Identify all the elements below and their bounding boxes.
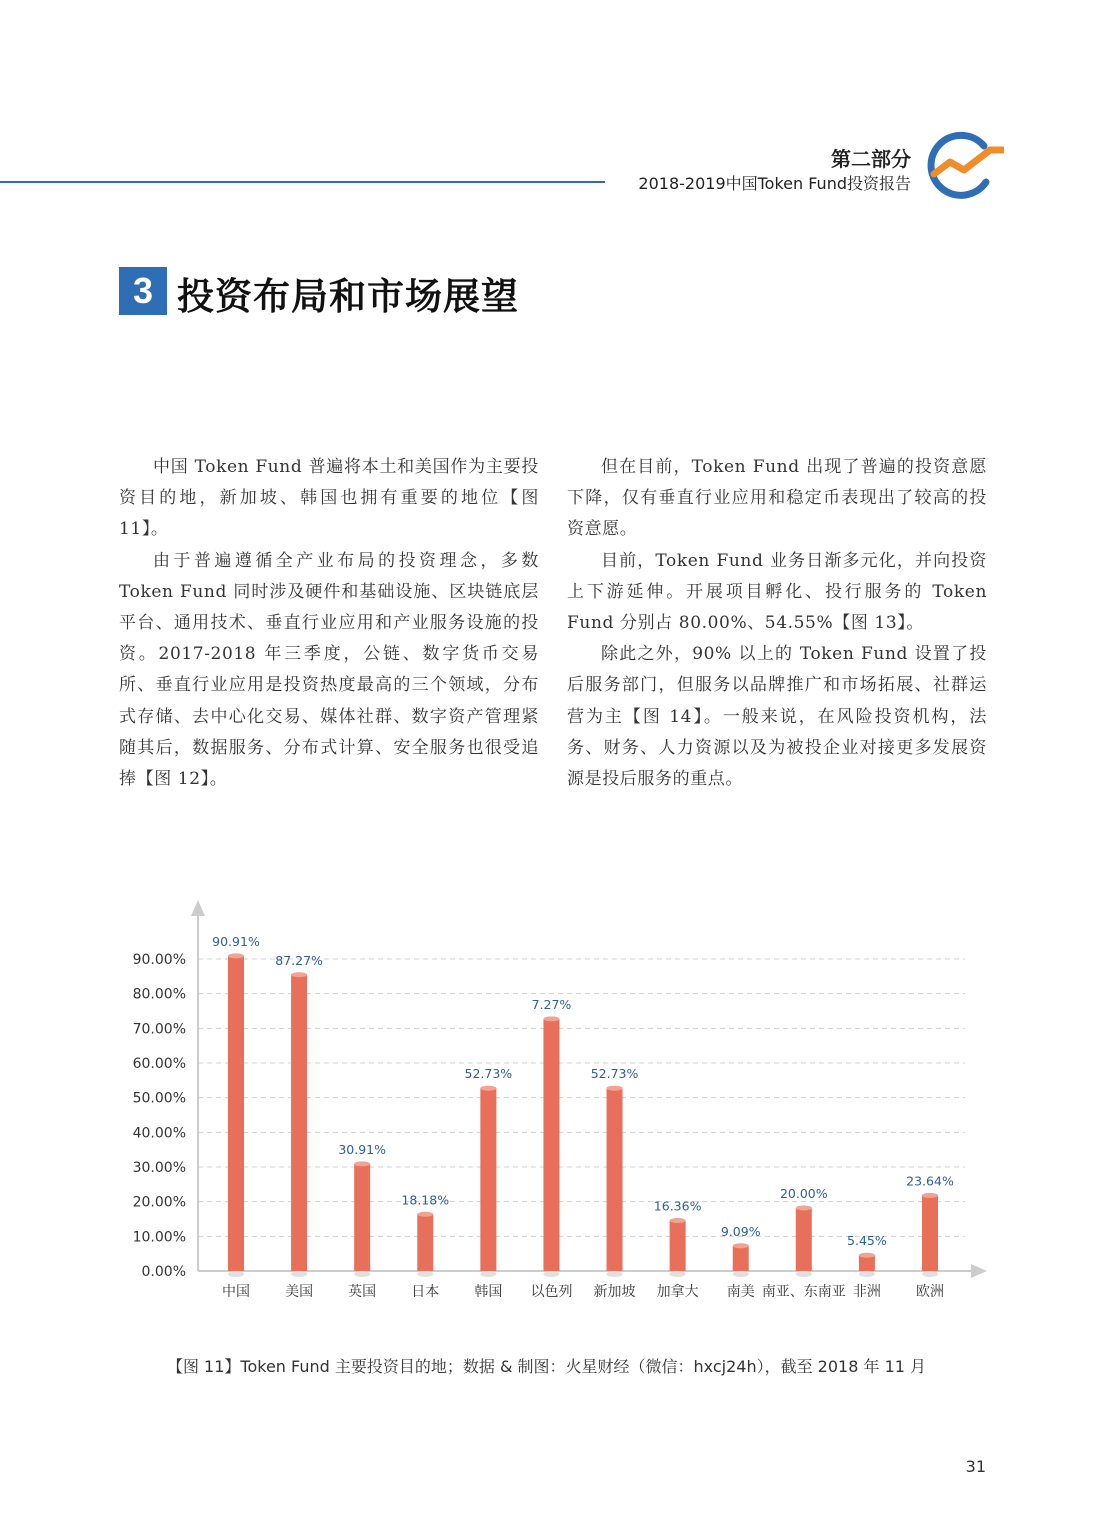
x-category-label: 新加坡	[593, 1284, 636, 1300]
bar-base	[291, 1271, 307, 1277]
bar-cap	[670, 1218, 686, 1223]
x-category-label: 日本	[411, 1284, 440, 1300]
x-category-label: 非洲	[852, 1284, 881, 1300]
bar	[796, 1208, 812, 1271]
bar-cap	[607, 1086, 623, 1091]
x-category-label: 韩国	[474, 1284, 503, 1300]
x-category-label: 美国	[285, 1284, 314, 1300]
bar	[417, 1214, 433, 1271]
x-category-label: 以色列	[530, 1284, 573, 1300]
y-tick-label: 30.00%	[132, 1160, 186, 1176]
investment-destination-bar-chart	[110, 890, 1000, 1310]
y-tick-label: 10.00%	[132, 1229, 186, 1246]
data-label: 52.73%	[590, 1066, 639, 1082]
bar	[354, 1164, 370, 1271]
bar-base	[228, 1271, 244, 1277]
bar-base	[670, 1271, 686, 1277]
bar-cap	[922, 1193, 938, 1198]
x-category-label: 欧洲	[916, 1284, 944, 1300]
body-right-column	[567, 452, 987, 795]
y-tick-label: 50.00%	[132, 1090, 186, 1107]
report-logo-icon	[924, 130, 1004, 200]
data-label: 16.36%	[653, 1198, 702, 1214]
bar-base	[417, 1271, 433, 1277]
bar	[607, 1088, 623, 1271]
body-left-column	[119, 452, 539, 795]
x-category-label: 南亚、东南亚	[761, 1284, 846, 1300]
bar-base	[922, 1271, 938, 1277]
x-category-label: 中国	[222, 1284, 250, 1300]
bar-cap	[354, 1161, 370, 1166]
x-category-label: 英国	[348, 1284, 377, 1300]
paragraph: 中国 Token Fund 普遍将本土和美国作为主要投资目的地，新加坡、韩国也拥有重要的地位【图 11】。	[119, 457, 539, 540]
paragraph: 目前，Token Fund 业务日渐多元化，并向投资上下游延伸。开展项目孵化、投行服务的 Token Fund 分别占 80.00%、54.55%【图 13】。	[567, 550, 987, 634]
bar	[228, 956, 244, 1271]
data-label: 7.27%	[531, 996, 572, 1012]
x-axis-arrow-icon	[971, 1264, 987, 1278]
y-tick-label: 90.00%	[132, 952, 186, 968]
bar-cap	[480, 1086, 496, 1091]
data-label: 52.73%	[464, 1066, 513, 1082]
bar-cap	[859, 1253, 875, 1258]
bar-cap	[417, 1212, 433, 1217]
data-label: 18.18%	[401, 1192, 450, 1208]
y-tick-label: 40.00%	[132, 1125, 186, 1142]
bar-cap	[543, 1016, 559, 1021]
data-label: 30.91%	[338, 1141, 387, 1157]
bar-cap	[796, 1205, 812, 1210]
header-report-title: 2018-2019中国Token Fund投资报告	[638, 174, 911, 193]
y-tick-label: 70.00%	[132, 1021, 186, 1038]
figure-caption: 【图 11】Token Fund 主要投资目的地；数据 & 制图：火星财经（微信：hxcj24h），截至 2018 年 11 月	[166, 1357, 927, 1376]
header-part: 第二部分	[831, 147, 911, 171]
bar-base	[607, 1271, 623, 1277]
paragraph: 但在目前，Token Fund 出现了普遍的投资意愿下降，仅有垂直行业应用和稳定币表现出了较高的投资意愿。	[567, 457, 987, 540]
bar-base	[354, 1271, 370, 1277]
bar-base	[480, 1271, 496, 1277]
y-axis-arrow-icon	[191, 900, 205, 916]
data-label: 90.91%	[212, 933, 260, 949]
y-tick-label: 60.00%	[132, 1056, 186, 1072]
bar	[922, 1195, 938, 1271]
y-tick-label: 20.00%	[132, 1194, 186, 1211]
data-label: 87.27%	[275, 952, 323, 968]
data-label: 9.09%	[720, 1223, 761, 1239]
bar-cap	[291, 972, 307, 977]
y-tick-label: 80.00%	[132, 986, 186, 1003]
x-category-label: 加拿大	[656, 1284, 699, 1300]
section-title: 投资布局和市场展望	[177, 275, 519, 318]
bar	[480, 1088, 496, 1271]
section-number: 3	[119, 267, 167, 315]
data-label: 23.64%	[906, 1173, 954, 1189]
bar	[733, 1246, 749, 1271]
x-category-label: 南美	[726, 1284, 755, 1300]
y-tick-label: 0.00%	[141, 1264, 186, 1280]
bar-cap	[733, 1243, 749, 1248]
data-label: 20.00%	[779, 1185, 828, 1201]
bar	[291, 975, 307, 1271]
bar	[543, 1019, 559, 1271]
page-number: 31	[965, 1457, 986, 1476]
paragraph: 除此之外，90% 以上的 Token Fund 设置了投后服务部门，但服务以品牌推广和市场拓展、社群运营为主【图 14】。一般来说，在风险投资机构，法务、财务、人力资源以及为被投企业对接更多发展资源是投后服务的重点。	[567, 644, 987, 790]
data-label: 5.45%	[847, 1233, 887, 1249]
bar-base	[733, 1271, 749, 1277]
bar	[670, 1221, 686, 1271]
bar-base	[796, 1271, 812, 1277]
bar-base	[859, 1271, 875, 1277]
bar-base	[543, 1271, 559, 1277]
paragraph: 由于普遍遵循全产业布局的投资理念，多数 Token Fund 同时涉及硬件和基础设施、区块链底层平台、通用技术、垂直行业应用和产业服务设施的投资。2017-2018 年三季度，公链、数字货币交易所、垂直行业应用是投资热度最高的三个领域，分布式存储、去中心化交易、媒体社群、数字资产管理紧随其后，数据服务、分布式计算、安全服务也很受追捧【图 12】。	[119, 550, 539, 790]
header-rule	[0, 181, 605, 183]
bar-cap	[228, 953, 244, 958]
